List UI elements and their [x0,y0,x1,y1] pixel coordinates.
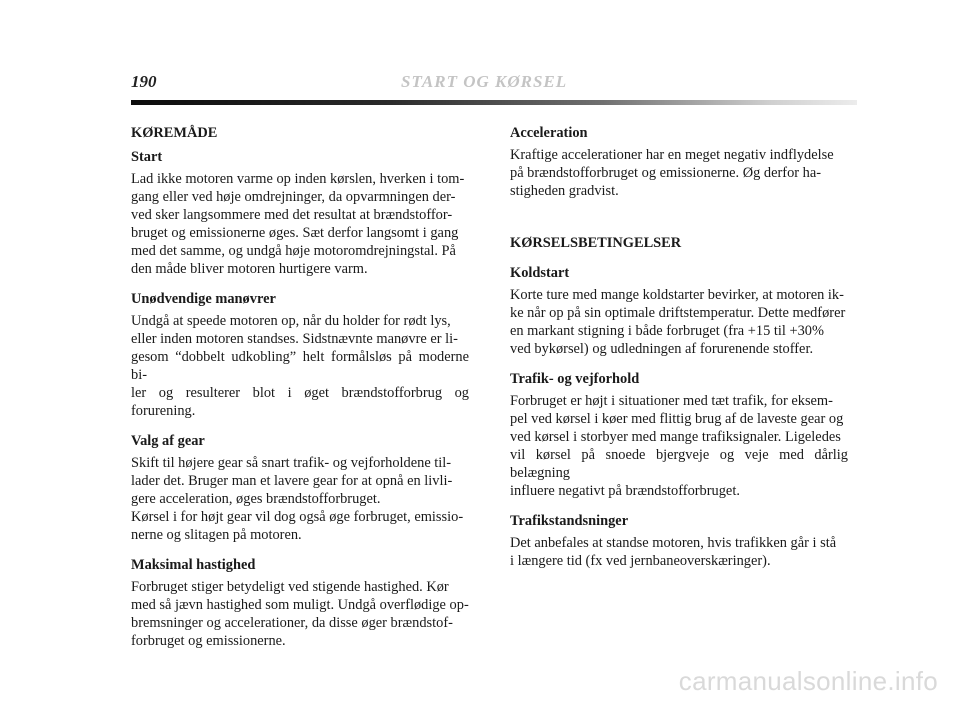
subhead-coldstart: Koldstart [510,265,570,281]
header-rule [131,100,857,105]
paragraph-start: Lad ikke motoren varme op inden kørslen, hverken i tom- gang eller ved høje omdrejninger, da opvarmningen der- ved sker langsommere med det resultat at brændstoffor- bruget og emissionerne øges. Sæt derfor langsomt i gang med det samme, og undgå høje motoromdrejningstal. På den måde bliver motoren hurtigere varm. [131,171,465,277]
subhead-max-speed: Maksimal hastighed [131,557,256,573]
paragraph-stops: Det anbefales at standse motoren, hvis trafikken går i stå i længere tid (fx ved jernbaneoverskæringer). [510,535,837,569]
right-column [510,124,848,582]
paragraph-max-speed: Forbruget stiger betydeligt ved stigende hastighed. Kør med så jævn hastighed som muligt. Undgå overflødige op- bremsninger og accelerationer, da disse øger brændstof- forbruget og emissionerne. [131,579,469,649]
left-column [131,124,469,662]
subhead-traffic: Trafik- og vejforhold [510,371,640,387]
paragraph-acceleration: Kraftige accelerationer har en meget negativ indflydelse på brændstofforbruget og emissionerne. Øg derfor ha- stigheden gradvist. [510,147,834,199]
subhead-gear: Valg af gear [131,433,205,449]
subhead-acceleration: Acceleration [510,125,588,141]
paragraph-coldstart: Korte ture med mange koldstarter bevirker, at motoren ik- ke når op på sin optimale driftstemperatur. Dette medfører en markant stigning i både forbruget (fra +15 til +30% ved bykørsel) og udledningen af forurenende stoffer. [510,287,846,357]
section-title-driving: KØREMÅDE [131,125,218,141]
running-head: START OG KØRSEL [401,72,568,91]
subhead-start: Start [131,149,163,165]
watermark: carmanualsonline.info [678,666,938,696]
section-spacer [510,212,848,234]
subhead-stops: Trafikstandsninger [510,513,629,529]
page-number: 190 [131,72,157,91]
paragraph-traffic: Forbruget er højt i situationer med tæt trafik, for eksem- pel ved kørsel i køer med flittig brug af de laveste gear og ved kørsel i storbyer med mange trafiksignaler. Ligeledes vil kørsel på snoede bjergveje og veje med dårlig belægning influere negativt på brændstofforbruget. [510,393,848,499]
paragraph-gear: Skift til højere gear så snart trafik- og vejforholdene til- lader det. Bruger man et lavere gear for at opnå en livli- gere acceleration, øges brændstofforbruget. Kørsel i for højt gear vil dog også øge forbruget, emissio- nerne og slitagen på motoren. [131,455,464,543]
subhead-maneuvers: Unødvendige manøvrer [131,291,276,307]
paragraph-maneuvers: Undgå at speede motoren op, når du holder for rødt lys, eller inden motoren standses. Sidstnævnte manøvre er li- gesom “dobbelt udkobling” helt formålsløs på moderne bi- ler og resulterer blot i øget brændstofforbrug og forurening. [131,313,469,419]
section-title-conditions: KØRSELSBETINGELSER [510,235,682,251]
